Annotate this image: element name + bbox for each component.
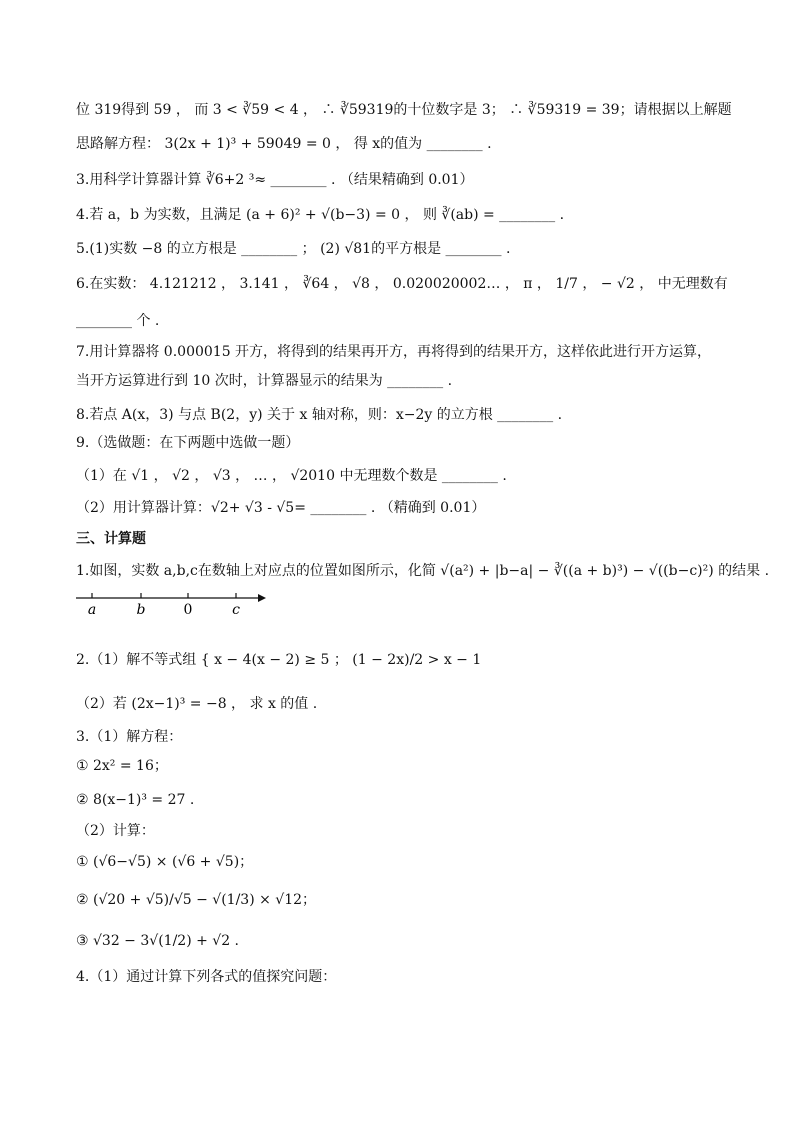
label-b: b <box>136 602 146 618</box>
question-7: 7.用计算器将 0.000015 开方，将得到的结果再开方，再将得到的结果开方，这样依此进行开方运算， <box>76 344 712 360</box>
equation-1: ① 2x² = 16； <box>76 758 168 774</box>
calc-2: ② (√20 + √5)/√5 − √(1/3) × √12； <box>76 892 317 908</box>
question-5: 5.(1)实数 −8 的立方根是 ________ ； (2) √81的平方根是 ________ . <box>76 241 511 257</box>
question-3: 3.用科学计算器计算 ∛6+2 ³≈ ________ . （结果精确到 0.01） <box>76 172 474 188</box>
label-c: c <box>232 602 240 618</box>
calc-question-3: 3.（1）解方程： <box>76 729 183 745</box>
question-4: 4.若 a，b 为实数，且满足 (a + 6)² + √(b−3) = 0 ， 则 ∛(ab) = ________ . <box>76 207 565 223</box>
question-6-continued: ________ 个 . <box>76 313 160 329</box>
calc-1: ① (√6−√5) × (√6 + √5)； <box>76 854 254 870</box>
question-8: 8.若点 A(x，3) 与点 B(2，y) 关于 x 轴对称，则：x−2y 的立方根 ________ . <box>76 407 563 423</box>
calc-question-2: 2.（1）解不等式组 { x − 4(x − 2) ≥ 5 ； (1 − 2x)/2 > x − 1 <box>76 652 482 668</box>
calc-3: ③ √32 − 3√(1/2) + √2 . <box>76 933 240 949</box>
calc-question-4: 4.（1）通过计算下列各式的值探究问题： <box>76 969 337 985</box>
section-heading: 三、计算题 <box>76 531 146 547</box>
label-0: 0 <box>183 602 193 618</box>
question-9-part-2: （2）用计算器计算：√2+ √3 - √5= ________ . （精确到 0.01） <box>76 500 486 516</box>
question-7-continued: 当开方运算进行到 10 次时，计算器显示的结果为 ________ . <box>76 373 453 389</box>
question-9-part-1: （1）在 √1 ， √2 ， √3 ， … ， √2010 中无理数个数是 ________ . <box>76 468 507 484</box>
text-line-2: 思路解方程： 3(2x + 1)³ + 59049 = 0 ， 得 x的值为 ________ . <box>76 136 492 152</box>
number-line-figure <box>72 588 272 618</box>
label-a: a <box>87 602 97 618</box>
equation-2: ② 8(x−1)³ = 27 . <box>76 792 195 808</box>
calc-question-3-part-2: （2）计算： <box>76 823 155 839</box>
calc-question-2-part-2: （2）若 (2x−1)³ = −8 ， 求 x 的值 . <box>76 696 318 712</box>
number-line-arrow <box>258 594 266 602</box>
question-6: 6.在实数： 4.121212 ， 3.141 ， ∛64 ， √8 ， 0.020020002… ， π ， 1/7 ， − √2 ， 中无理数有 <box>76 276 728 292</box>
calc-question-1: 1.如图，实数 a,b,c在数轴上对应点的位置如图所示，化简 √(a²) + |b−a| − ∛((a + b)³) − √((b−c)²) 的结果 . <box>76 563 770 579</box>
text-line-1: 位 319得到 59 ， 而 3 < ∛59 < 4 ， ∴ ∛59319的十位数字是 3； ∴ ∛59319 = 39；请根据以上解题 <box>76 102 732 118</box>
question-9: 9.（选做题：在下两题中选做一题） <box>76 435 300 451</box>
